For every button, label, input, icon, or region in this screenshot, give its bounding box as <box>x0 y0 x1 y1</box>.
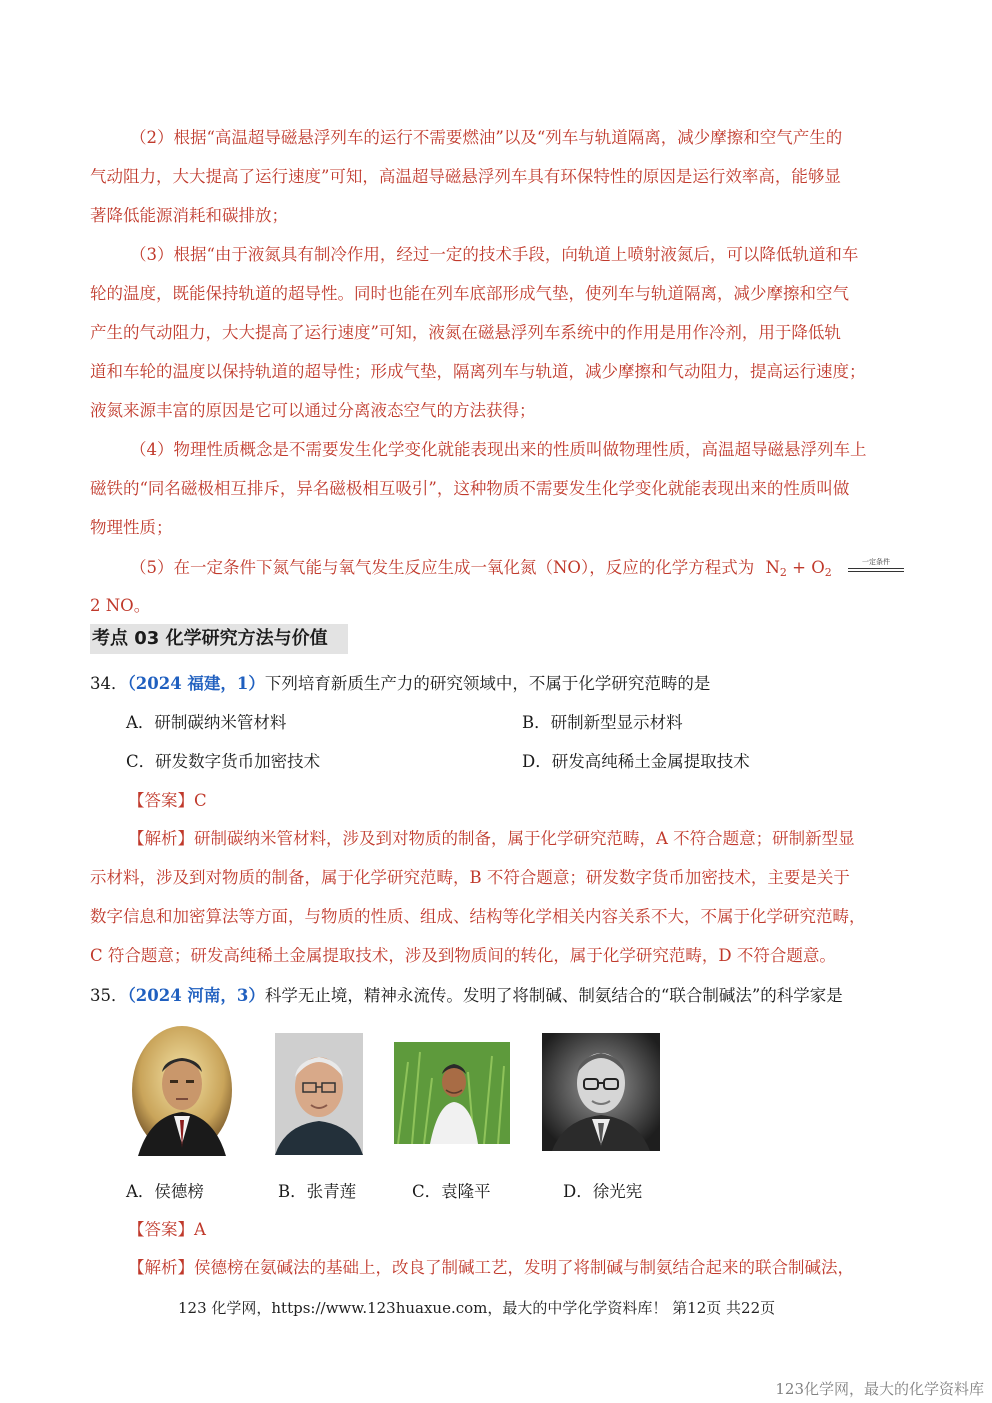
text-line: 道和车轮的温度以保持轨道的超导性；形成气垫，隔离列车与轨道，减少摩擦和气动阻力，提高运行速度； <box>90 362 866 381</box>
watermark: 123化学网，最大的化学资料库 <box>775 1380 984 1398</box>
equation-condition-arrow <box>848 558 904 578</box>
question-source: （2024 河南，3） <box>127 986 265 1005</box>
analysis-paragraph-5 <box>130 556 832 585</box>
option-d: D．徐光宪 <box>563 1182 643 1201</box>
text-line: 磁铁的“同名磁极相互排斥，异名磁极相互吸引”，这种物质不需要发生化学变化就能表现出来的性质叫做 <box>90 479 850 498</box>
text-line: 轮的温度，既能保持轨道的超导性。同时也能在列车底部形成气垫，使列车与轨道隔离，减少摩擦和空气 <box>90 284 849 303</box>
analysis-label: 【解析】 <box>128 1258 194 1277</box>
text-line: C 符合题意；研发高纯稀土金属提取技术，涉及到物质间的转化，属于化学研究范畴，D 不符合题意。 <box>90 946 836 965</box>
text-line: 产生的气动阻力，大大提高了运行速度”可知，液氮在磁悬浮列车系统中的作用是用作冷剂，用于降低轨 <box>90 323 841 342</box>
question-number: 34． <box>90 674 128 693</box>
portrait-xu-guangxian-image <box>542 1033 660 1151</box>
option-b: B．张青莲 <box>278 1182 357 1201</box>
analysis-text: 侯德榜在氨碱法的基础上，改良了制碱工艺，发明了将制碱与制氨结合起来的联合制碱法， <box>194 1258 854 1277</box>
equation-reactants: $N_2 + O_2$ <box>765 558 832 579</box>
text-line: （4）物理性质概念是不需要发生化学变化就能表现出来的性质叫做物理性质，高温超导磁悬浮列车上 <box>130 440 867 459</box>
section-heading: 考点 03 化学研究方法与价值 <box>90 624 348 654</box>
option-a: A．侯德榜 <box>126 1182 204 1201</box>
analysis-35 <box>128 1256 854 1280</box>
analysis-paragraph-2 <box>90 118 910 235</box>
text-line: （3）根据“由于液氮具有制冷作用，经过一定的技术手段，向轨道上喷射液氮后，可以降低轨道和车 <box>130 245 859 264</box>
question-text: 科学无止境，精神永流传。发明了将制碱、制氨结合的“联合制碱法”的科学家是 <box>264 986 843 1005</box>
text-line: 【解析】研制碳纳米管材料，涉及到对物质的制备，属于化学研究范畴，A 不符合题意；研制新型显 <box>128 829 855 848</box>
portrait-zhang-qinglian-image <box>275 1033 363 1155</box>
answer-34 <box>128 789 207 813</box>
question-34-stem <box>90 672 710 696</box>
analysis-paragraph-3 <box>90 235 910 430</box>
question-source: （2024 福建，1） <box>127 674 265 693</box>
question-35-stem <box>90 984 843 1008</box>
equation-product: 2 NO。 <box>90 596 151 615</box>
question-text: 下列培育新质生产力的研究领域中，不属于化学研究范畴的是 <box>264 674 711 693</box>
paragraph-5-text: （5）在一定条件下氮气能与氧气发生反应生成一氧化氮（NO），反应的化学方程式为 <box>130 558 755 577</box>
answer-label: 【答案】 <box>128 791 194 810</box>
answer-35 <box>128 1218 206 1242</box>
equation-condition: 一定条件 <box>862 558 890 566</box>
option-b: B．研制新型显示材料 <box>522 713 683 732</box>
question-number: 35． <box>90 986 128 1005</box>
option-c: C．研发数字货币加密技术 <box>126 752 321 771</box>
text-line: 液氮来源丰富的原因是它可以通过分离液态空气的方法获得； <box>90 401 536 420</box>
text-line: （2）根据“高温超导磁悬浮列车的运行不需要燃油”以及“列车与轨道隔离，减少摩擦和空气产生的 <box>130 128 843 147</box>
text-line: 气动阻力，大大提高了运行速度”可知，高温超导磁悬浮列车具有环保特性的原因是运行效率高，能够显 <box>90 167 841 186</box>
text-line: 著降低能源消耗和碳排放； <box>90 206 288 225</box>
analysis-paragraph-4 <box>90 430 910 547</box>
option-a: A．研制碳纳米管材料 <box>126 713 287 732</box>
option-c: C．袁隆平 <box>412 1182 491 1201</box>
answer-value: A <box>194 1220 206 1239</box>
analysis-34 <box>90 819 910 975</box>
option-d: D．研发高纯稀土金属提取技术 <box>522 752 750 771</box>
portrait-yuan-longping-image <box>394 1042 510 1144</box>
text-line: 数字信息和加密算法等方面，与物质的性质、组成、结构等化学相关内容关系不大，不属于化学研究范畴， <box>90 907 866 926</box>
answer-label: 【答案】 <box>128 1220 194 1239</box>
text-line: 物理性质； <box>90 518 173 537</box>
text-line: 示材料，涉及到对物质的制备，属于化学研究范畴，B 不符合题意；研发数字货币加密技术，主要是关于 <box>90 868 850 887</box>
answer-value: C <box>194 791 207 810</box>
page-footer: 123 化学网，https://www.123huaxue.com，最大的中学化学资料库！ 第12页 共22页 <box>178 1299 776 1317</box>
portrait-hou-debang-image <box>130 1024 234 1156</box>
